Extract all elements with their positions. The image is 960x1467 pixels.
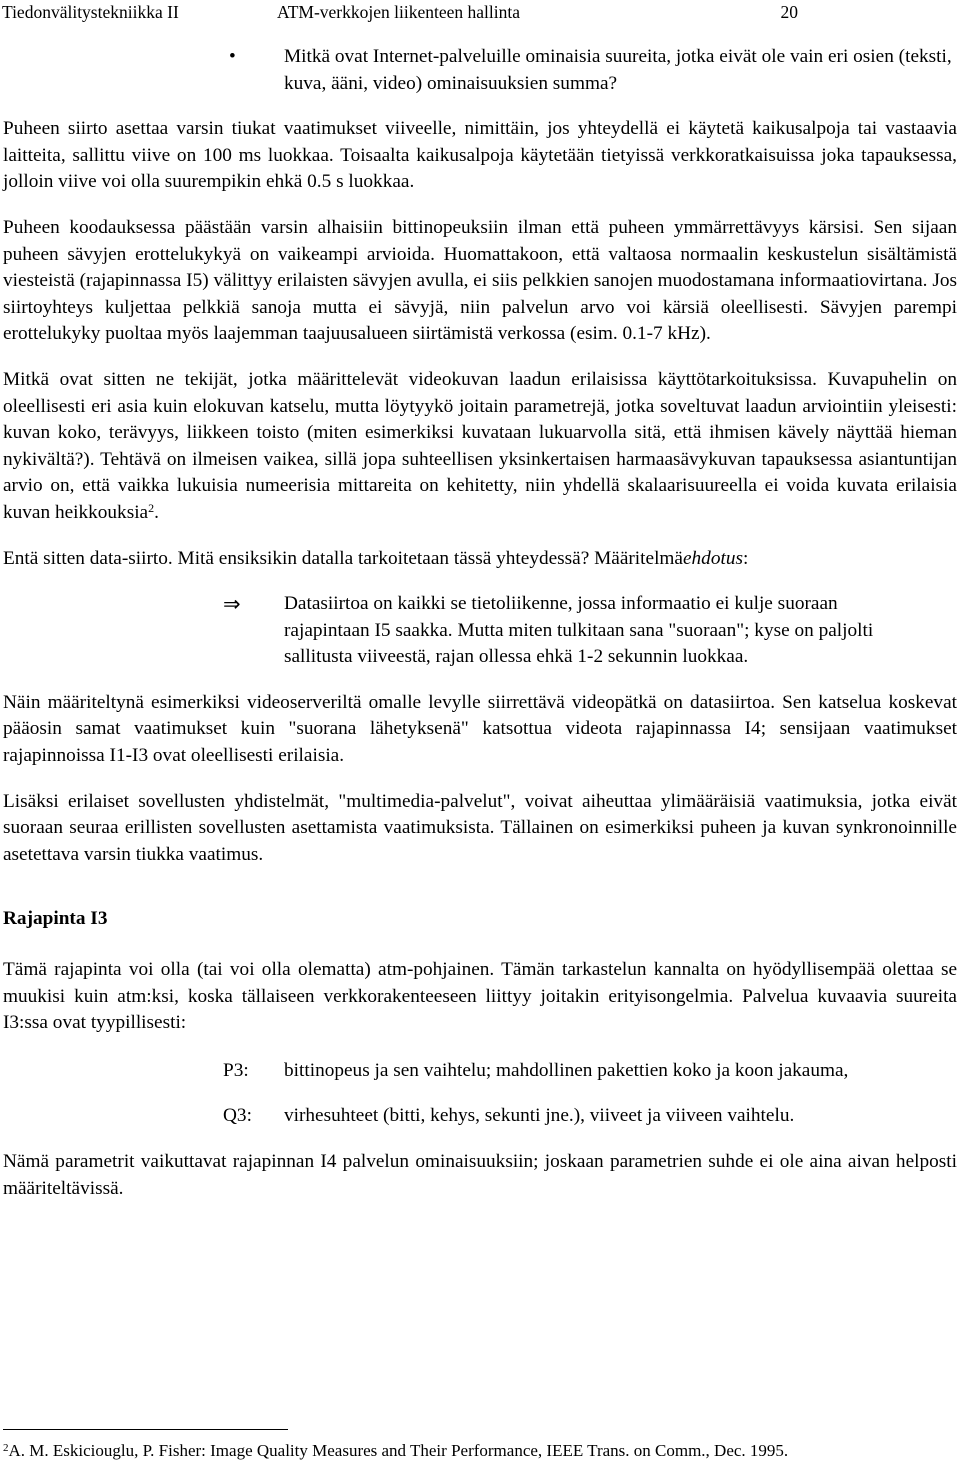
parameter-item-p3 [3, 1058, 957, 1085]
page-number: 20 [780, 2, 798, 22]
parameter-text: virhesuhteet (bitti, kehys, sekunti jne.), viiveet ja viiveen vaihtelu. [284, 1105, 795, 1127]
parameter-item-q3 [3, 1103, 957, 1130]
paragraph-data-transfer [3, 546, 957, 573]
section-heading: Rajapinta I3 [3, 908, 108, 930]
paragraph-data-transfer-italic: ehdotus [682, 547, 743, 569]
paragraph-video-quality [3, 367, 957, 527]
paragraph-parameters-effect: Nämä parametrit vaikuttavat rajapinnan I4 palvelun ominaisuuksiin; joskaan parametrien suhde ei ole aina aivan helposti määriteltävissä. [3, 1151, 957, 1199]
bullet-text: Mitkä ovat Internet-palveluille ominaisia suureita, jotka eivät ole vain eri osien (teksti, kuva, ääni, video) ominaisuuksien summa? [284, 46, 952, 94]
footnote-text: A. M. Eskiciouglu, P. Fisher: Image Quality Measures and Their Performance, IEEE Trans. on Comm., Dec. 1995. [8, 1441, 789, 1460]
implies-arrow-icon: ⇒ [223, 592, 241, 617]
bullet-item [3, 44, 957, 97]
footnote [3, 1440, 788, 1462]
paragraph-video-quality-text: Mitkä ovat sitten ne tekijät, jotka määrittelevät videokuvan laadun erilaisissa käyttötarkoituksissa. Kuvapuhelin on oleellisesti eri asia kuin elokuvan katselu, mutta löytyykö joitain parametrejä, jotka soveltuvat laadun arviointiin yleisesti: kuvan koko, terävyys, liikkeen toisto (miten esimerkiksi kuvataan lukuarvolla sitä, että ihmisen kävely näyttää hieman nykivältä?). Tehtävä on ilmeisen vaikea, sillä jopa suhteellisen yksinkertaisen harmaasävykuvan tapauksessa asiantuntijan arvio on, että vaikka lukuisia numeerisia mittareita on kehitetty, niin yhdellä skalaarisuureella ei voida kuvata erilaisia kuvan heikkouksia [3, 368, 957, 523]
page-content [3, 44, 957, 1202]
header-chapter-title: ATM-verkkojen liikenteen hallinta [277, 2, 520, 22]
footnote-reference: 2 [148, 500, 155, 515]
paragraph-video-server: Näin määriteltynä esimerkiksi videoserveriltä omalle levylle siirrettävä videopätkä on datasiirtoa. Sen katselua koskevat pääosin samat vaatimukset kuin "suorana lähetyksenä" katsottua videota rajapinnassa I4; sensijaan vaatimukset rajapinnoissa I1-I3 ovat oleellisesti erilaisia. [3, 691, 957, 767]
parameter-key: P3: [223, 1059, 249, 1081]
header-course-title: Tiedonvälitystekniikka II [2, 2, 179, 22]
bullet-icon: • [229, 46, 236, 67]
paragraph-speech-coding: Puheen koodauksessa päästään varsin alhaisiin bittinopeuksiin ilman että puheen ymmärrettävyys kärsisi. Sen sijaan puheen sävyjen erottelukykyä on vaikeampi arvioida. Huomattakoon, että valtaosa normaalin keskustelun sisältämistä viesteistä (rajapinnassa I5) välittyy erilaisten sävyjen avulla, ei siis pelkkien sanojen muodostamana informaatiovirtana. Jos siirtoyhteys kuljettaa pelkkiä sanoja mutta ei sävyjä, niin palvelun arvo voi kärsiä oleellisesti. Sävyjen parempi erottelukyky puoltaa myös laajemman taajuusalueen siirtämistä verkossa (esim. 0.1-7 kHz). [3, 216, 957, 345]
parameter-key: Q3: [223, 1105, 252, 1127]
definition-item [3, 591, 957, 671]
paragraph-video-quality-end: . [154, 501, 159, 523]
footnote-number: 2 [3, 1442, 9, 1454]
page-header [2, 2, 958, 24]
definition-text: Datasiirtoa on kaikki se tietoliikenne, jossa informaatio ei kulje suoraan rajapintaan I5 saakka. Mutta miten tulkitaan sana "suoraan"; kyse on paljolti sallitusta viiveestä, rajan ollessa ehkä 1-2 sekunnin luokkaa. [284, 593, 874, 668]
paragraph-multimedia: Lisäksi erilaiset sovellusten yhdistelmät, "multimedia-palvelut", voivat aiheuttaa ylimääräisiä vaatimuksia, jotka eivät suoraan seuraa erillisten sovellusten asettamista vaatimuksista. Tällainen on esimerkiksi puheen ja kuvan synkronoinnille asetettava varsin tiukka vaatimus. [3, 790, 957, 865]
parameter-text: bittinopeus ja sen vaihtelu; mahdollinen pakettien koko ja koon jakauma, [284, 1059, 849, 1081]
paragraph-speech-delay: Puheen siirto asettaa varsin tiukat vaatimukset viiveelle, nimittäin, jos yhteydellä ei käytetä kaikusalpoja tai vastaavia laitteita, sallittu viive on 100 ms luokkaa. Toisaalta kaikusalpoja käytetään tietyissä verkkoratkaisuissa joka tapauksessa, jolloin viive voi olla suurempikin ehkä 0.5 s luokkaa. [3, 118, 957, 193]
paragraph-data-transfer-text: Entä sitten data-siirto. Mitä ensiksikin datalla tarkoitetaan tässä yhteydessä? Määritelmä [3, 547, 683, 569]
footnote-divider [3, 1429, 288, 1430]
paragraph-data-transfer-end: : [742, 547, 749, 569]
paragraph-interface-i3: Tämä rajapinta voi olla (tai voi olla olematta) atm-pohjainen. Tämän tarkastelun kannalta on hyödyllisempää olettaa se muukisi kuin atm:ksi, koska tällaiseen verkkorakenteeseen liittyy joitakin erityisongelmia. Palvelua kuvaavia suureita I3:ssa ovat tyypillisesti: [3, 959, 957, 1034]
